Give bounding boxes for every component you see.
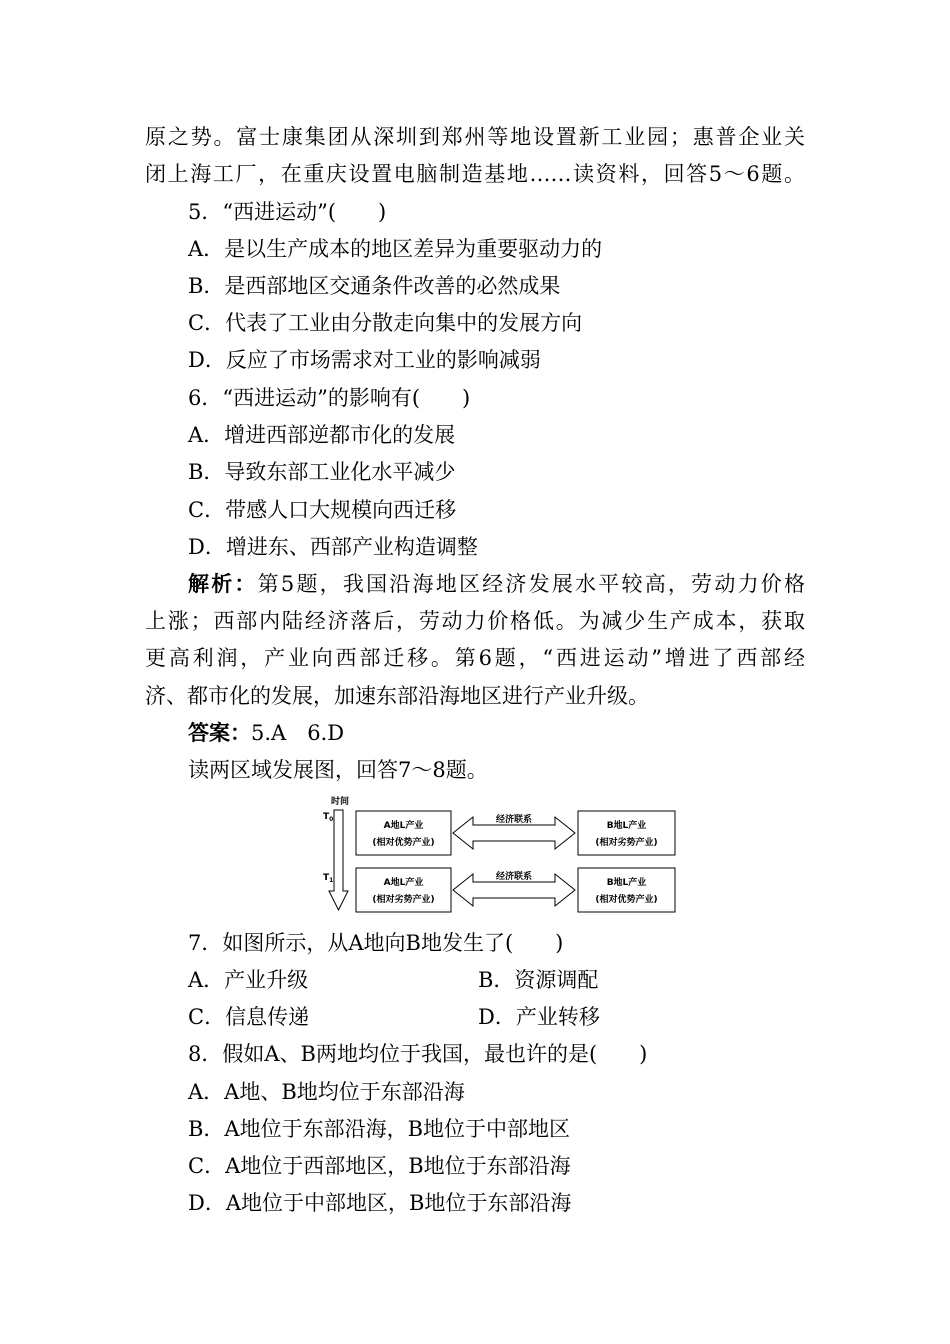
- q8-option-c: C．A地位于西部地区，B地位于东部沿海: [188, 1154, 571, 1178]
- q7-option-c: C．信息传递: [188, 1005, 310, 1029]
- a-region-box-t0: [356, 811, 451, 855]
- b-region-box-t0: [578, 811, 675, 855]
- q5-option-b: B．是西部地区交通条件改善的必然成果: [188, 274, 561, 298]
- a-region-t1-title: A地L产业: [383, 878, 424, 888]
- b-region-t0-status: (相对劣势产业): [595, 838, 658, 848]
- q7-option-a: A．产业升级: [188, 968, 309, 992]
- a-region-t0-status: (相对优势产业): [372, 838, 435, 848]
- b-region-t0-title: B地L产业: [606, 821, 647, 831]
- q5-option-a: A．是以生产成本的地区差异为重要驱动力的: [188, 237, 603, 261]
- q5-option-d: D．反应了市场需求对工业的影响减弱: [188, 348, 541, 372]
- b-region-t1-title: B地L产业: [606, 878, 647, 888]
- q8-option-b: B．A地位于东部沿海，B地位于中部地区: [188, 1117, 571, 1141]
- analysis-text-1: 第5题，我国沿海地区经济发展水平较高，劳动力价格: [257, 572, 806, 596]
- time-axis-label: 时间: [330, 797, 350, 807]
- answer-label: 答案：: [188, 720, 251, 745]
- time-arrow: [329, 810, 348, 910]
- q6-stem: 6．“西进运动”的影响有( ): [188, 386, 471, 410]
- q5-stem: 5．“西进运动”( ): [188, 200, 387, 224]
- analysis-line-4: 济、都市化的发展，加速东部沿海地区进行产业升级。: [145, 684, 649, 708]
- q7-stem: 7．如图所示，从A地向B地发生了( ): [188, 931, 564, 955]
- a-region-t0-title: A地L产业: [383, 821, 424, 831]
- q7-option-d: D．产业转移: [478, 1005, 600, 1029]
- t0-label: $T_0$: [323, 812, 334, 823]
- row-t0: [356, 811, 675, 855]
- q8-option-d: D．A地位于中部地区，B地位于东部沿海: [188, 1191, 572, 1215]
- q6-option-c: C．带感人口大规模向西迁移: [188, 498, 457, 522]
- row-t1: [356, 868, 675, 912]
- read-prompt: 读两区域发展图，回答7～8题。: [188, 758, 488, 782]
- analysis-line-1: [188, 571, 805, 597]
- q8-option-a: A．A地、B地均位于东部沿海: [188, 1080, 465, 1104]
- q5-option-c: C．代表了工业由分散走向集中的发展方向: [188, 311, 583, 335]
- q7-option-b: B．资源调配: [478, 968, 599, 992]
- q6-option-a: A．增进西部逆都市化的发展: [188, 423, 456, 447]
- b-region-t1-status: (相对优势产业): [595, 895, 658, 905]
- analysis-label: 解析：: [188, 571, 258, 596]
- t1-label: $T_1$: [323, 873, 334, 884]
- analysis-line-2: 上涨；西部内陆经济落后，劳动力价格低。为减少生产成本，获取: [145, 609, 805, 633]
- intro-line-2: 闭上海工厂，在重庆设置电脑制造基地……读资料，回答5～6题。: [145, 162, 805, 186]
- answer-line: [188, 720, 344, 746]
- b-region-box-t1: [578, 868, 675, 912]
- link-label-t0: 经济联系: [495, 815, 533, 825]
- a-region-box-t1: [356, 868, 451, 912]
- intro-line-1: 原之势。富士康集团从深圳到郑州等地设置新工业园；惠普企业关: [145, 125, 805, 149]
- analysis-line-3: 更高利润，产业向西部迁移。第6题，“西进运动”增进了西部经: [145, 646, 805, 670]
- q6-option-d: D．增进东、西部产业构造调整: [188, 535, 478, 559]
- answer-value: 5.A 6.D: [251, 721, 345, 745]
- link-label-t1: 经济联系: [495, 872, 533, 882]
- q6-option-b: B．导致东部工业化水平减少: [188, 460, 456, 484]
- q8-stem: 8．假如A、B两地均位于我国，最也许的是( ): [188, 1042, 648, 1066]
- a-region-t1-status: (相对劣势产业): [372, 895, 435, 905]
- regional-development-diagram: [318, 793, 680, 915]
